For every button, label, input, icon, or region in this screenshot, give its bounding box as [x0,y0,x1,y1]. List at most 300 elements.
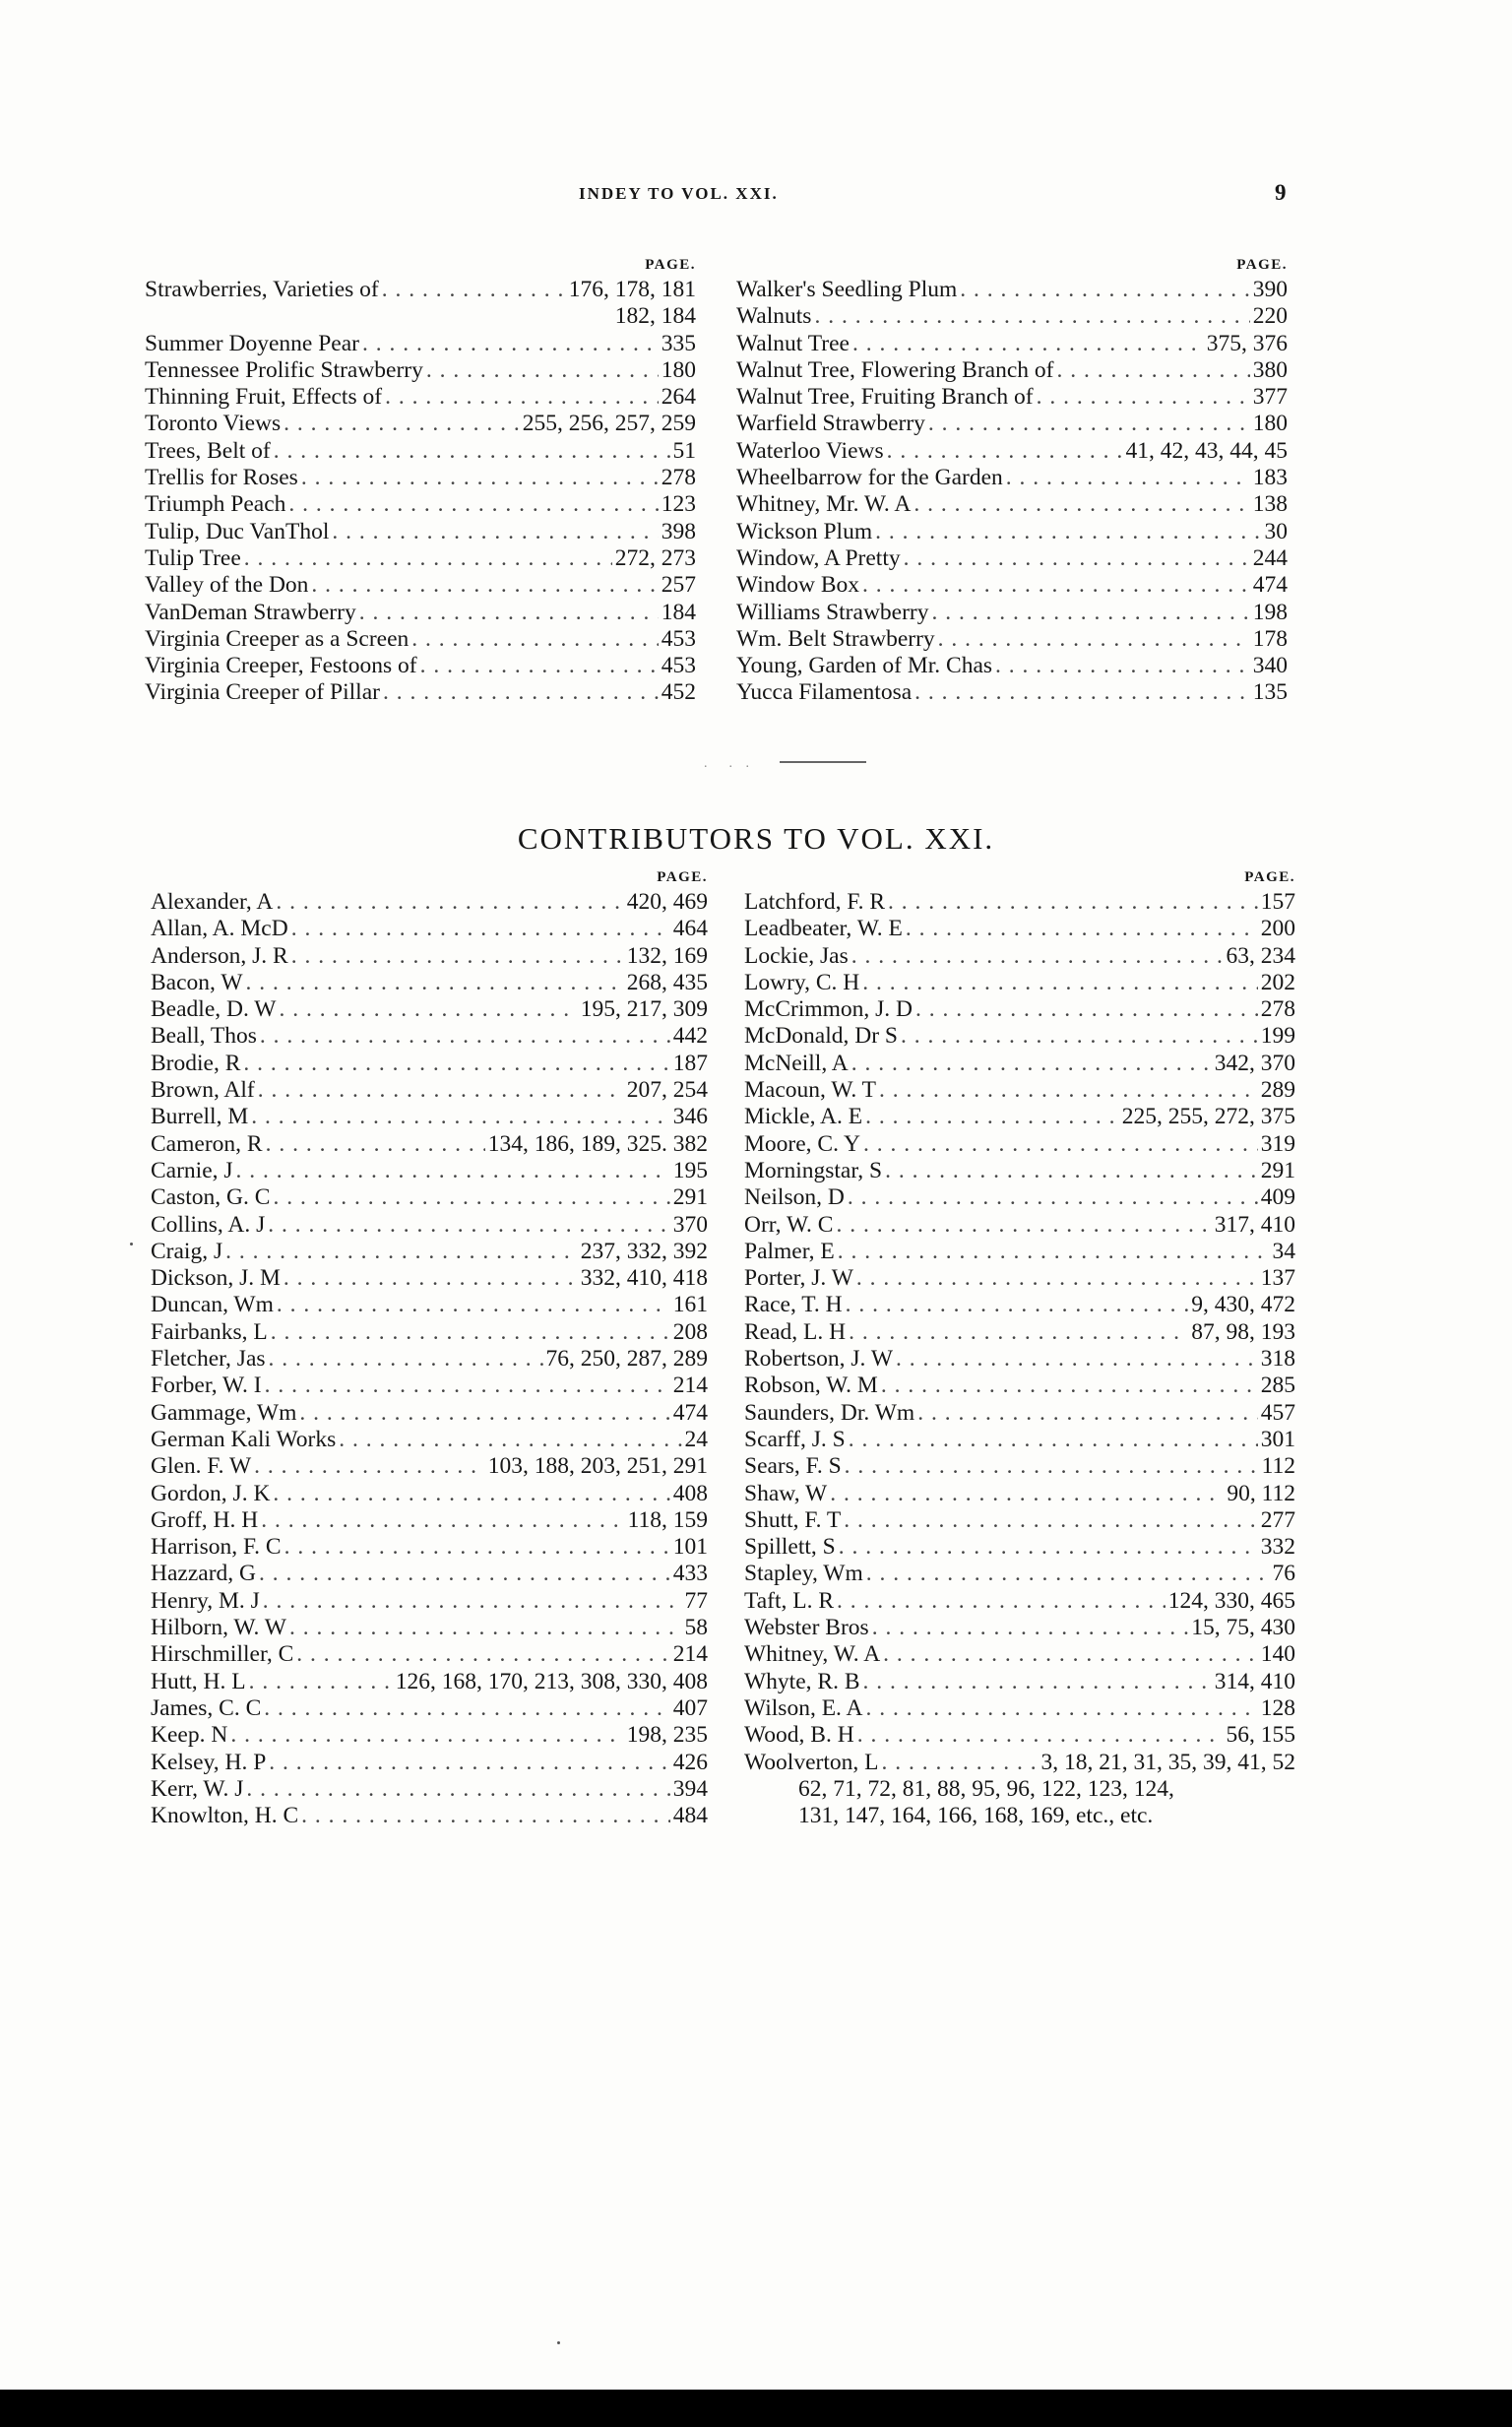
dot-leader [259,1561,670,1587]
dot-leader [264,1695,669,1722]
entry-pages: 464 [672,916,708,942]
index-entry [145,438,696,465]
dot-leader [849,1427,1258,1453]
contributor-entry [744,1427,1295,1453]
entry-name: Latchford, F. R [744,889,886,915]
entry-pages: 314, 410 [1214,1668,1295,1694]
entry-name: Yucca Filamentosa [736,679,913,706]
entry-name: Lockie, Jas [744,942,849,969]
entry-name: Moore, C. Y [744,1130,860,1157]
dot-leader [254,1453,485,1480]
entry-name: Beadle, D. W [151,996,277,1023]
entry-pages: 103, 188, 203, 251, 291 [487,1453,708,1480]
entry-pages: 278 [1260,996,1295,1023]
entry-pages: 180 [661,356,696,383]
dot-leader [296,1641,669,1668]
entry-name: Stapley, Wm [744,1561,863,1587]
entry-name: Spillett, S [744,1534,836,1561]
dot-leader [866,1561,1270,1587]
dot-leader [881,1750,1038,1776]
entry-pages: 375, 376 [1206,330,1288,356]
dot-leader [277,1292,670,1318]
entry-name: Walnut Tree [736,330,850,356]
entry-name: Leadbeater, W. E [744,916,903,942]
entry-name: Saunders, Dr. Wm [744,1399,915,1426]
contributor-entry [744,1212,1295,1239]
dot-leader [244,545,612,572]
entry-pages: 87, 98, 193 [1191,1318,1295,1345]
entry-pages: 319 [1260,1130,1295,1157]
dot-leader [849,1319,1188,1346]
dot-leader [851,1051,1212,1077]
dot-leader [830,1481,1224,1507]
entry-pages: 277 [1260,1506,1295,1533]
index-entry [736,331,1288,357]
entry-name: German Kali Works [151,1426,337,1452]
index-entry [736,679,1288,706]
entry-pages: 291 [672,1184,708,1211]
contributor-entry [744,916,1295,942]
contributor-entry [151,1750,708,1776]
index-entry [145,384,696,411]
index-entry [736,600,1288,626]
dot-leader [426,357,659,384]
entry-name: Woolverton, L [744,1749,879,1775]
index-entry [736,653,1288,679]
section-divider-dots: . . . [704,756,754,771]
index-entry [145,519,696,545]
dot-leader [901,1023,1258,1050]
entry-pages: 207, 254 [626,1077,708,1104]
entry-pages: 126, 168, 170, 213, 308, 330, 408 [395,1668,708,1694]
entry-pages: 407 [672,1694,708,1721]
entry-pages: 278 [661,465,696,491]
entry-name: Walnuts [736,303,812,330]
entry-name: Scarff, J. S [744,1426,846,1452]
entry-name: Kerr, W. J [151,1775,244,1802]
contributor-entry [151,1534,708,1561]
contributor-entry [744,1158,1295,1184]
dot-leader [914,491,1249,518]
entry-name: Virginia Creeper of Pillar [145,679,380,706]
entry-name: Henry, M. J [151,1587,260,1614]
entry-pages: 484 [672,1803,708,1829]
entry-pages: 370 [672,1211,708,1238]
dot-leader [246,1776,669,1803]
entry-name: Collins, A. J [151,1211,266,1238]
entry-name: Anderson, J. R [151,942,288,969]
entry-name: Thinning Fruit, Effects of [145,384,383,411]
dot-leader [932,600,1250,626]
entry-name: Summer Doyenne Pear [145,330,359,356]
entry-pages: 244 [1252,544,1288,571]
dot-leader [881,1373,1258,1399]
entry-pages: 58 [684,1615,708,1641]
entry-name: Carnie, J [151,1157,233,1183]
dot-leader [339,1427,681,1453]
dot-leader [845,1453,1259,1480]
entry-pages: 453 [661,625,696,652]
index-entry [145,653,696,679]
dot-leader [1037,384,1250,411]
contributor-entry [744,1265,1295,1292]
contributor-entry [151,1615,708,1641]
dot-leader [385,384,659,411]
entry-pages: 63, 234 [1226,942,1295,969]
entry-pages: 118, 159 [627,1506,708,1533]
contributor-entry [744,996,1295,1023]
entry-pages: 198, 235 [626,1722,708,1749]
contributor-entry [151,1722,708,1749]
contributor-entry [744,1184,1295,1211]
entry-pages: 178 [1252,625,1288,652]
index-entry [736,357,1288,384]
entry-pages: 161 [672,1292,708,1318]
index-entry [736,626,1288,653]
contributor-entry [151,1453,708,1480]
dot-leader [875,519,1261,545]
contributor-entry [151,996,708,1023]
dot-leader [269,1750,669,1776]
dot-leader [857,1722,1224,1749]
index-entry [145,572,696,599]
contributor-entry [151,1481,708,1507]
dot-leader [915,996,1258,1023]
contributor-entry [151,1641,708,1668]
contributor-entry [744,1023,1295,1050]
entry-name: Wheelbarrow for the Garden [736,465,1003,491]
entry-name: Race, T. H [744,1292,843,1318]
dot-leader [225,1239,578,1265]
entry-pages: 3, 18, 21, 31, 35, 39, 41, 52 [1040,1749,1295,1775]
contributor-entry [151,1265,708,1292]
contributor-entry [151,1184,708,1211]
dot-leader [291,916,670,942]
entry-name: Fairbanks, L [151,1318,268,1345]
entry-pages: 187 [672,1050,708,1076]
entry-pages: 137 [1260,1265,1295,1292]
entry-name: Strawberries, Varieties of [145,277,379,302]
entry-name: Virginia Creeper, Festoons of [145,653,417,679]
entry-name: Lowry, C. H [744,969,860,995]
contributor-entry [151,1669,708,1695]
dot-leader [836,1212,1211,1239]
entry-name: Gordon, J. K [151,1480,271,1506]
entry-pages: 332 [1260,1534,1295,1561]
index-entry [145,465,696,491]
entry-pages: 474 [672,1399,708,1426]
margin-speck [557,2341,560,2344]
dot-leader [865,1695,1257,1722]
entry-pages: 332, 410, 418 [580,1265,708,1292]
contributor-entry [151,1427,708,1453]
page-column-label: PAGE. [1244,869,1295,885]
dot-leader [284,1534,670,1561]
entry-name: Hirschmiller, C [151,1641,294,1668]
entry-pages: 195, 217, 309 [580,996,708,1023]
entry-pages: 214 [672,1641,708,1668]
dot-leader [844,1507,1258,1534]
contributor-entry [744,970,1295,996]
contributor-entry [744,1346,1295,1373]
entry-pages: 112 [1261,1453,1295,1480]
dot-leader [856,1265,1258,1292]
entry-name: Harrison, F. C [151,1534,282,1561]
contributor-entry [151,1695,708,1722]
entry-name: Whitney, Mr. W. A [736,491,912,518]
dot-leader [260,1023,670,1050]
entry-name: Mickle, A. E [744,1104,863,1130]
entry-name: Whitney, W. A [744,1641,881,1668]
entry-name: James, C. C [151,1694,262,1721]
entry-name: Burrell, M [151,1104,249,1130]
dot-leader [863,1669,1212,1695]
entry-pages: 420, 469 [626,889,708,915]
entry-name: Young, Garden of Mr. Chas [736,653,993,679]
dot-leader [1006,465,1250,491]
dot-leader [289,1615,682,1641]
entry-pages: 426 [672,1749,708,1775]
contributor-entry [151,889,708,916]
index-entry [145,679,696,706]
entry-pages: 176, 178, 181 [568,277,696,302]
entry-name: Hilborn, W. W [151,1615,286,1641]
dot-leader [846,1292,1189,1318]
dot-leader [838,1239,1270,1265]
entry-name: VanDeman Strawberry [145,599,356,625]
dot-leader [236,1158,670,1184]
index-entry [145,277,696,303]
dot-leader [279,996,577,1023]
entry-pages: 138 [1252,491,1288,518]
contributor-entry [744,1588,1295,1615]
entry-name: Walker's Seedling Plum [736,277,958,302]
dot-leader [271,1319,670,1346]
contributor-entry [151,1776,708,1803]
entry-name: Warfield Strawberry [736,411,925,437]
entry-pages: 318 [1260,1346,1295,1373]
dot-leader [411,626,658,653]
contributor-entry [151,1292,708,1318]
entry-pages: 202 [1260,969,1295,995]
entry-name: Toronto Views [145,411,282,437]
index-column-left [145,253,696,707]
index-entry [145,357,696,384]
contributor-entry [744,1615,1295,1641]
contributor-entry [151,1561,708,1587]
dot-leader [263,1588,682,1615]
entry-name: Window Box [736,572,860,599]
dot-leader [288,491,658,518]
section-divider-rule [780,761,866,763]
entry-name: Walnut Tree, Flowering Branch of [736,356,1054,383]
contributor-entry [744,1077,1295,1104]
entry-name: Duncan, Wm [151,1292,274,1318]
contributor-entry [151,1346,708,1373]
index-entry [736,438,1288,465]
dot-leader [896,1346,1258,1373]
entry-pages: 140 [1260,1641,1295,1668]
dot-leader [301,465,659,491]
entry-name: Alexander, A [151,889,274,915]
contributor-entry [151,1319,708,1346]
contributor-entry [151,1373,708,1399]
contributor-entry [744,1641,1295,1668]
entry-name: Orr, W. C [744,1211,834,1238]
entry-pages: 184 [661,599,696,625]
entry-pages: 41, 42, 43, 44, 45 [1125,437,1288,464]
entry-pages: 90, 112 [1227,1480,1295,1506]
entry-name: Walnut Tree, Fruiting Branch of [736,384,1034,411]
entry-pages: 237, 332, 392 [580,1238,708,1264]
contributor-entry [744,1750,1295,1776]
index-entry [145,626,696,653]
entry-pages: 408 [672,1480,708,1506]
dot-leader [291,943,624,970]
dot-leader [284,411,520,437]
entry-name: Knowlton, H. C [151,1803,299,1829]
entry-pages: 317, 410 [1214,1211,1295,1238]
dot-leader [301,1803,670,1829]
index-entry [736,277,1288,303]
entry-name: Wm. Belt Strawberry [736,625,935,652]
index-entry [736,303,1288,330]
entry-name: Wickson Plum [736,518,873,544]
dot-leader [258,1077,624,1104]
entry-pages: 340 [1252,653,1288,679]
entry-name: Craig, J [151,1238,223,1264]
dot-leader [249,1669,393,1695]
dot-leader [243,1051,669,1077]
entry-pages: 390 [1252,277,1288,302]
entry-pages: 289 [1260,1077,1295,1104]
dot-leader [299,1400,669,1427]
entry-pages: 346 [672,1104,708,1130]
page-number: 9 [1275,180,1287,205]
entry-pages: 214 [672,1373,708,1399]
contributor-entry [744,889,1295,916]
contributor-entry [151,1212,708,1239]
dot-leader [914,679,1250,706]
entry-name: Glen. F. W [151,1453,252,1480]
entry-pages: 377 [1252,384,1288,411]
entry-pages: 208 [672,1318,708,1345]
dot-leader [885,1158,1258,1184]
entry-pages: 220 [1252,303,1288,330]
entry-name: Cameron, R [151,1130,263,1157]
entry-name: Bacon, W [151,969,243,995]
entry-name: Forber, W. I [151,1373,262,1399]
entry-pages: 200 [1260,916,1295,942]
dot-leader [332,519,658,545]
entry-pages: 180 [1252,411,1288,437]
dot-leader [938,626,1250,653]
entry-pages: 453 [661,653,696,679]
entry-pages: 268, 435 [626,969,708,995]
dot-leader [382,277,566,303]
dot-leader [851,943,1224,970]
entry-name: Brown, Alf [151,1077,255,1104]
entry-pages: 398 [661,518,696,544]
entry-pages: 199 [1260,1023,1295,1050]
entry-name: Robertson, J. W [744,1346,894,1373]
entry-pages: 433 [672,1561,708,1587]
entry-name: Webster Bros [744,1615,869,1641]
contributor-entry [744,1373,1295,1399]
entry-pages: 124, 330, 465 [1167,1587,1295,1614]
entry-name: Shaw, W [744,1480,828,1506]
contributors-column-right [744,865,1295,1829]
index-entry [736,519,1288,545]
contributor-entry [151,943,708,970]
page-column-label: PAGE. [645,257,696,273]
index-entry [145,545,696,572]
index-entry [736,411,1288,437]
contributor-entry [744,1051,1295,1077]
entry-name: Read, L. H [744,1318,847,1345]
contributor-entry [151,970,708,996]
entry-pages: 76, 250, 287, 289 [545,1346,708,1373]
entry-pages: 9, 430, 472 [1191,1292,1295,1318]
dot-leader [246,970,624,996]
entry-name: Wilson, E. A [744,1694,863,1721]
contributor-entry [744,943,1295,970]
entry-name: Williams Strawberry [736,599,929,625]
contributor-entry [151,1803,708,1829]
contributor-entry [151,1588,708,1615]
index-entry [145,411,696,437]
contributor-entry [744,1400,1295,1427]
dot-leader [276,889,623,916]
contributors-column-left [151,865,708,1829]
index-entry [145,331,696,357]
dot-leader [852,331,1204,357]
contributor-entry [744,1669,1295,1695]
dot-leader [995,653,1250,679]
dot-leader [863,1131,1258,1158]
entry-pages: 157 [1260,889,1295,915]
index-entry [736,491,1288,518]
entry-pages: 34 [1272,1238,1295,1264]
entry-pages: 30 [1264,518,1288,544]
dot-leader [960,277,1249,303]
contributor-entry [744,1104,1295,1130]
contributor-entry [151,1400,708,1427]
contributor-entry [151,1077,708,1104]
index-entry [145,491,696,518]
dot-leader [274,438,670,465]
entry-name: McCrimmon, J. D [744,996,914,1023]
entry-name: Fletcher, Jas [151,1346,266,1373]
index-entry [736,384,1288,411]
entry-name: Tulip, Duc VanThol [145,518,330,544]
contributor-entry [151,1158,708,1184]
contributor-entry [151,1104,708,1130]
contributor-entry [151,916,708,942]
dot-leader [839,1534,1258,1561]
contributor-entry [744,1453,1295,1480]
entry-name: Hutt, H. L [151,1668,246,1694]
dot-leader [420,653,659,679]
index-entry [736,572,1288,599]
dot-leader [879,1077,1258,1104]
page-column-label: PAGE. [657,869,708,885]
entry-pages: 24 [684,1426,708,1452]
dot-leader [284,1265,578,1292]
dot-leader [273,1481,669,1507]
entry-pages: 123 [661,491,696,518]
contributor-entry [744,1131,1295,1158]
